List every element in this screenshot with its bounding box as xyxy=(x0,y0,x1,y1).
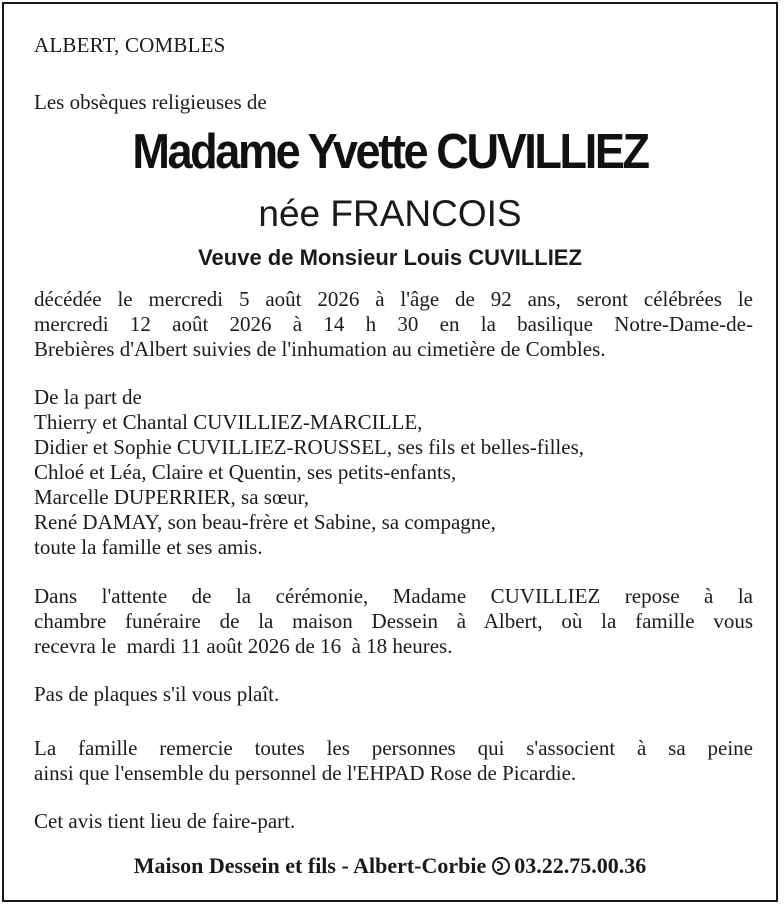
closing-text: Cet avis tient lieu de faire-part. xyxy=(34,809,296,833)
family-line: De la part de xyxy=(34,385,142,409)
footer xyxy=(4,852,776,880)
family-line: Marcelle DUPERRIER, sa sœur, xyxy=(34,485,310,509)
ceremony-line: décédée le mercredi 5 août 2026 à l'âge de 92 ans, seront célébrées le xyxy=(34,287,753,311)
phone-icon xyxy=(492,857,510,875)
family-line: Chloé et Léa, Claire et Quentin, ses petits-enfants, xyxy=(34,460,457,484)
family-line: toute la famille et ses amis. xyxy=(34,535,263,559)
maiden-name: née FRANCOIS xyxy=(258,193,522,234)
visitation-line: Dans l'attente de la cérémonie, Madame CUVILLIEZ repose à la xyxy=(34,584,753,608)
thanks-paragraph xyxy=(34,736,753,786)
family-paragraph xyxy=(34,385,753,560)
phone-number: 03.22.75.00.36 xyxy=(514,853,647,878)
location-heading: ALBERT, COMBLES xyxy=(34,33,226,57)
widow-of: Veuve de Monsieur Louis CUVILLIEZ xyxy=(198,245,582,270)
visitation-paragraph xyxy=(34,584,753,659)
deceased-name: Madame Yvette CUVILLIEZ xyxy=(132,125,648,179)
funeral-home-name: Maison Dessein et fils - Albert-Corbie xyxy=(133,853,487,878)
ceremony-line: mercredi 12 août 2026 à 14 h 30 en la basilique Notre-Dame-de- xyxy=(34,312,753,336)
ceremony-line: Brebières d'Albert suivies de l'inhumation au cimetière de Combles. xyxy=(34,337,606,361)
intro-text: Les obsèques religieuses de xyxy=(34,90,267,114)
family-line: Thierry et Chantal CUVILLIEZ-MARCILLE, xyxy=(34,410,423,434)
visitation-line: recevra le mardi 11 août 2026 de 16 à 18 heures. xyxy=(34,634,453,658)
thanks-line: La famille remercie toutes les personnes qui s'associent à sa peine xyxy=(34,736,753,760)
no-plaques-text: Pas de plaques s'il vous plaît. xyxy=(34,682,280,706)
visitation-line: chambre funéraire de la maison Dessein à Albert, où la famille vous xyxy=(34,609,753,633)
obituary-notice xyxy=(2,2,778,902)
thanks-line: ainsi que l'ensemble du personnel de l'EHPAD Rose de Picardie. xyxy=(34,761,577,785)
family-line: René DAMAY, son beau-frère et Sabine, sa compagne, xyxy=(34,510,496,534)
ceremony-paragraph xyxy=(34,287,753,362)
family-line: Didier et Sophie CUVILLIEZ-ROUSSEL, ses fils et belles-filles, xyxy=(34,435,584,459)
